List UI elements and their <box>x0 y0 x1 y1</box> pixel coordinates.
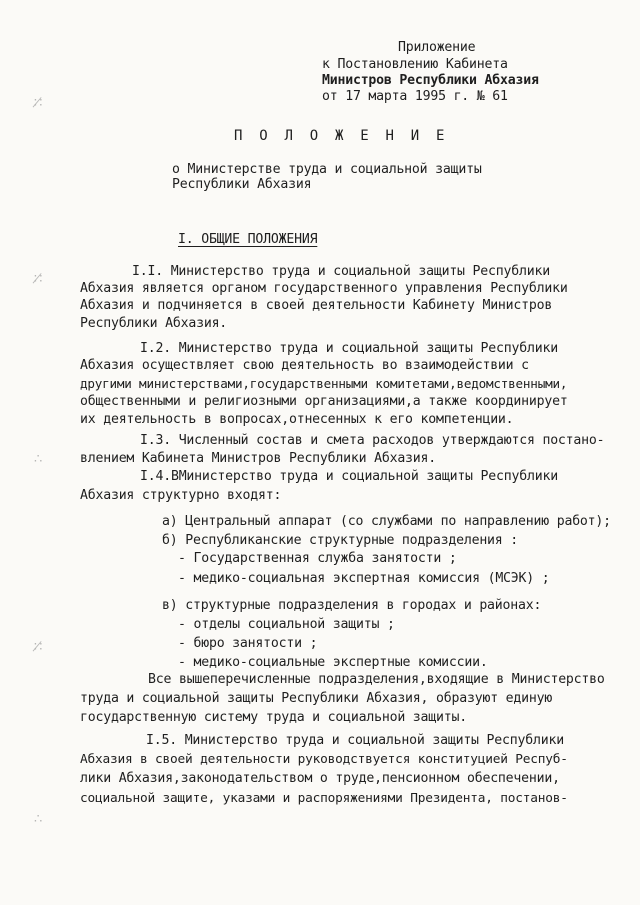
list-item: - отделы социальной защиты ; <box>178 617 395 632</box>
body-line: Абхазия и подчиняется в своей деятельности Кабинету Министров <box>80 298 553 313</box>
margin-mark-icon: ∷̸ <box>34 272 43 287</box>
body-line: их деятельность в вопросах,отнесенных к его компетенции. <box>80 412 514 427</box>
subtitle-line-1: о Министерстве труда и социальной защиты <box>172 162 482 177</box>
body-line: I.5. Министерство труда и социальной защиты Республики <box>146 733 564 748</box>
body-line: влением Кабинета Министров Республики Абхазия. <box>80 451 437 466</box>
margin-mark-icon: ∷̸ <box>34 640 43 655</box>
body-line: Республики Абхазия. <box>80 316 228 331</box>
body-line: I.I. Министерство труда и социальной защиты Республики <box>132 264 550 279</box>
margin-mark-icon: ∴ <box>34 452 43 467</box>
body-line: Абхазия структурно входят: <box>80 488 282 503</box>
list-item: - Государственная служба занятости ; <box>178 551 457 566</box>
body-line: I.3. Численный состав и смета расходов утверждаются постано- <box>140 433 605 448</box>
body-line: труда и социальной защиты Республики Абхазия, образуют единую <box>80 691 553 706</box>
body-line: общественными и религиозными организациями,а также координирует <box>80 394 568 409</box>
body-line: Абхазия осуществляет свою деятельность во взаимодействии с <box>80 358 529 373</box>
body-line: Абхазия в своей деятельности руководствуется конституцией Респуб- <box>80 752 568 767</box>
list-item: - бюро занятости ; <box>178 636 318 651</box>
body-line: государственную систему труда и социальной защиты. <box>80 710 467 725</box>
list-item: б) Республиканские структурные подразделения : <box>162 533 519 548</box>
body-line: лики Абхазия,законодательством о труде,пенсионном обеспечении, <box>80 771 560 786</box>
header-line-4: от 17 марта 1995 г. № 61 <box>322 89 508 104</box>
body-line: I.2. Министерство труда и социальной защиты Республики <box>140 341 558 356</box>
header-line-1: Приложение <box>398 40 476 55</box>
list-item: а) Центральный аппарат (со службами по направлению работ); <box>162 514 611 529</box>
subtitle-line-2: Республики Абхазия <box>172 177 312 192</box>
section-heading: I. ОБЩИЕ ПОЛОЖЕНИЯ <box>178 232 318 247</box>
body-line: Абхазия является органом государственного управления Республики <box>80 281 568 296</box>
margin-mark-icon: ∷̸ <box>34 96 43 111</box>
body-line: социальной защите, указами и распоряжениями Президента, постанов- <box>80 791 568 806</box>
body-line: Все вышеперечисленные подразделения,входящие в Министерство <box>148 672 605 687</box>
header-line-2: к Постановлению Кабинета <box>322 57 508 72</box>
list-item: - медико-социальная экспертная комиссия (МСЭК) ; <box>178 571 550 586</box>
body-line: I.4.ВМинистерство труда и социальной защиты Республики <box>140 469 558 484</box>
header-line-3: Министров Республики Абхазия <box>322 73 539 88</box>
body-line: другими министерствами,государственными комитетами,ведомственными, <box>80 376 568 391</box>
list-item: - медико-социальные экспертные комиссии. <box>178 655 488 670</box>
document-title: П О Л О Ж Е Н И Е <box>234 128 449 144</box>
list-item: в) структурные подразделения в городах и районах: <box>162 598 542 613</box>
margin-mark-icon: ∴ <box>34 812 43 827</box>
